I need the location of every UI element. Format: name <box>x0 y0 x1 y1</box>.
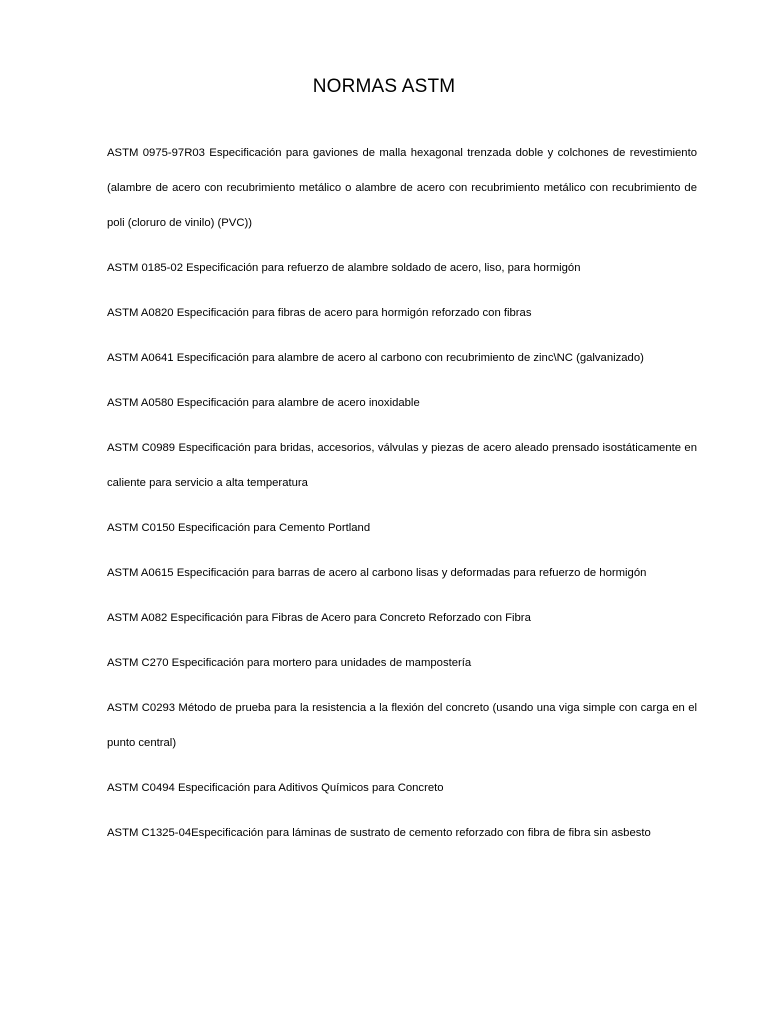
standard-entry: ASTM C270 Especificación para mortero para unidades de mampostería <box>107 657 472 669</box>
standard-entry: ASTM C0494 Especificación para Aditivos Químicos para Concreto <box>107 782 444 794</box>
standard-entry: ASTM 0975-97R03 Especificación para gaviones de malla hexagonal trenzada doble y colchones de revestimiento (alambre de acero con recubrimiento metálico o alambre de acero con recubrimiento metálico con recubrimiento de poli (cloruro de vinilo) (PVC)) <box>107 147 697 229</box>
standard-entry: ASTM C1325-04Especificación para láminas de sustrato de cemento reforzado con fibra de fibra sin asbesto <box>107 827 651 839</box>
standards-list <box>107 136 697 861</box>
standard-entry: ASTM C0293 Método de prueba para la resistencia a la flexión del concreto (usando una viga simple con carga en el punto central) <box>107 702 697 749</box>
standard-entry: ASTM A0641 Especificación para alambre de acero al carbono con recubrimiento de zinc\NC (galvanizado) <box>107 352 644 364</box>
standard-entry: ASTM A0580 Especificación para alambre de acero inoxidable <box>107 397 420 409</box>
standard-entry: ASTM A082 Especificación para Fibras de Acero para Concreto Reforzado con Fibra <box>107 612 531 624</box>
page-title: NORMAS ASTM <box>312 76 456 97</box>
standard-entry: ASTM A0615 Especificación para barras de acero al carbono lisas y deformadas para refuerzo de hormigón <box>107 567 647 579</box>
standard-entry: ASTM 0185-02 Especificación para refuerzo de alambre soldado de acero, liso, para hormigón <box>107 262 581 274</box>
standard-entry: ASTM C0989 Especificación para bridas, accesorios, válvulas y piezas de acero aleado prensado isostáticamente en caliente para servicio a alta temperatura <box>107 442 697 489</box>
standard-entry: ASTM A0820 Especificación para fibras de acero para hormigón reforzado con fibras <box>107 307 532 319</box>
standard-entry: ASTM C0150 Especificación para Cemento Portland <box>107 522 371 534</box>
